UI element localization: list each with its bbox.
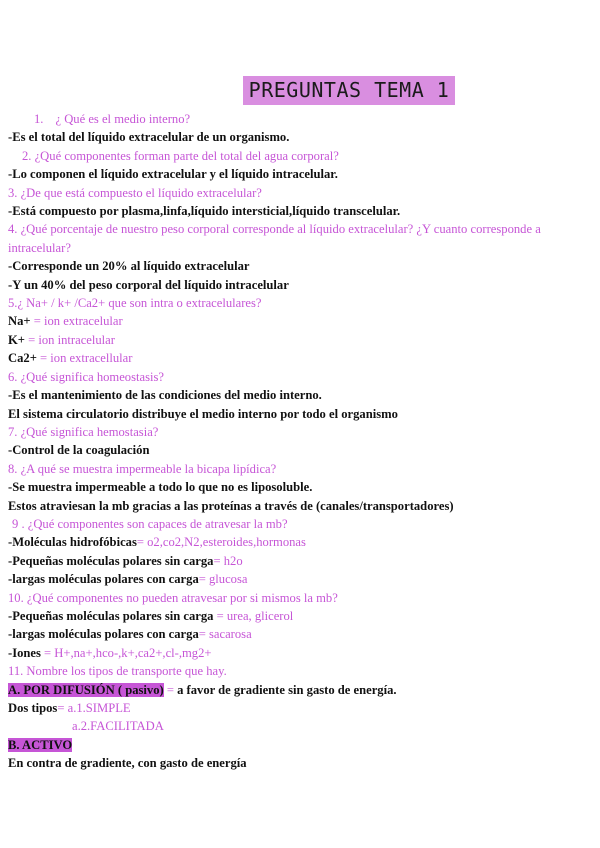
question-5: 5.¿ Na+ / k+ /Ca2+ que son intra o extracelulares? (8, 296, 262, 311)
activo-highlight: B. ACTIVO (8, 737, 73, 752)
dos-tipos-equals: = (57, 701, 68, 715)
answer-6-line-2: El sistema circulatorio distribuye el medio interno por todo el organismo (8, 406, 398, 421)
answer-6-line-1: -Es el mantenimiento de las condiciones del medio interno. (8, 388, 322, 403)
answer-4-line-1: -Corresponde un 20% al líquido extracelular (8, 259, 250, 274)
difusion-equals: = (163, 682, 178, 697)
answer-9-line-1-key: -Moléculas hidrofóbicas (8, 535, 137, 550)
question-1 (8, 110, 596, 128)
dos-tipos-line (8, 699, 596, 717)
answer-10-line-3-value: = H+,na+,hco-,k+,ca2+,cl-,mg2+ (40, 645, 212, 660)
tipo-simple: a.1.SIMPLE (67, 701, 131, 715)
ion-k-value: = ion intracelular (24, 332, 115, 347)
activo-line (8, 736, 596, 754)
question-3: 3. ¿De que está compuesto el líquido extracelular? (8, 185, 262, 200)
document-content (8, 110, 596, 773)
question-7: 7. ¿Qué significa hemostasia? (8, 424, 159, 439)
question-4: 4. ¿Qué porcentaje de nuestro peso corporal corresponde al líquido extracelular? ¿Y cuanto corresponde a intracelular? (8, 222, 541, 255)
difusion-highlight: A. POR DIFUSIÓN ( pasivo) (8, 682, 164, 697)
answer-8-line-1: -Se muestra impermeable a todo lo que no es liposoluble. (8, 480, 313, 495)
answer-9-line-2 (8, 552, 596, 570)
title-container (0, 76, 600, 105)
question-9: 9 . ¿Qué componentes son capaces de atravesar la mb? (12, 516, 288, 531)
answer-10-line-3 (8, 644, 596, 662)
ion-ca-value: = ion extracellular (36, 351, 133, 366)
difusion-description: a favor de gradiente sin gasto de energía. (177, 682, 397, 697)
answer-10-line-1-value: = urea, glicerol (213, 608, 294, 623)
answer-10-line-2 (8, 625, 596, 643)
question-1-number: 1. (34, 112, 44, 126)
answer-3: -Está compuesto por plasma,linfa,líquido intersticial,líquido transcelular. (8, 204, 401, 219)
answer-9-line-3-key: -largas moléculas polares con carga (8, 572, 199, 587)
answer-9-line-3 (8, 570, 596, 588)
ion-na-value: = ion extracelular (30, 314, 123, 329)
answer-7: -Control de la coagulación (8, 443, 150, 458)
ion-k: K+ (8, 332, 25, 347)
question-6: 6. ¿Qué significa homeostasis? (8, 369, 164, 384)
answer-9-line-3-value: = glucosa (198, 572, 248, 587)
answer-5-line-1 (8, 312, 596, 330)
activo-description: En contra de gradiente, con gasto de energía (8, 756, 247, 771)
answer-5-line-3 (8, 349, 596, 367)
ion-ca: Ca2+ (8, 351, 37, 366)
question-10: 10. ¿Qué componentes no pueden atravesar por si mismos la mb? (8, 590, 338, 605)
answer-4-line-2: -Y un 40% del peso corporal del líquido intracelular (8, 277, 289, 292)
question-8: 8. ¿A qué se muestra impermeable la bicapa lipídica? (8, 461, 277, 476)
answer-10-line-1-key: -Pequeñas moléculas polares sin carga (8, 608, 214, 623)
answer-10-line-3-key: -Iones (8, 645, 41, 660)
answer-1: -Es el total del líquido extracelular de un organismo. (8, 130, 290, 145)
question-2: 2. ¿Qué componentes forman parte del total del agua corporal? (22, 148, 339, 163)
answer-9-line-1 (8, 533, 596, 551)
answer-10-line-2-value: = sacarosa (198, 627, 252, 642)
question-11: 11. Nombre los tipos de transporte que hay. (8, 664, 227, 679)
page-title: PREGUNTAS TEMA 1 (243, 76, 456, 105)
answer-9-line-1-value: = o2,co2,N2,esteroides,hormonas (136, 535, 306, 550)
answer-10-line-2-key: -largas moléculas polares con carga (8, 627, 199, 642)
answer-5-line-2 (8, 331, 596, 349)
answer-8-line-2: Estos atraviesan la mb gracias a las proteínas a través de (canales/transportadores) (8, 498, 454, 513)
tipo-facilitada-line (8, 717, 596, 735)
question-1-text: ¿ Qué es el medio interno? (55, 112, 191, 126)
ion-na: Na+ (8, 314, 31, 329)
dos-tipos-label: Dos tipos (8, 701, 58, 715)
difusion-line (8, 681, 596, 699)
tipo-facilitada: a.2.FACILITADA (72, 719, 164, 734)
answer-2: -Lo componen el líquido extracelular y el líquido intracelular. (8, 167, 338, 182)
answer-9-line-2-key: -Pequeñas moléculas polares sin carga (8, 553, 214, 568)
answer-10-line-1 (8, 607, 596, 625)
answer-9-line-2-value: = h2o (213, 553, 243, 568)
